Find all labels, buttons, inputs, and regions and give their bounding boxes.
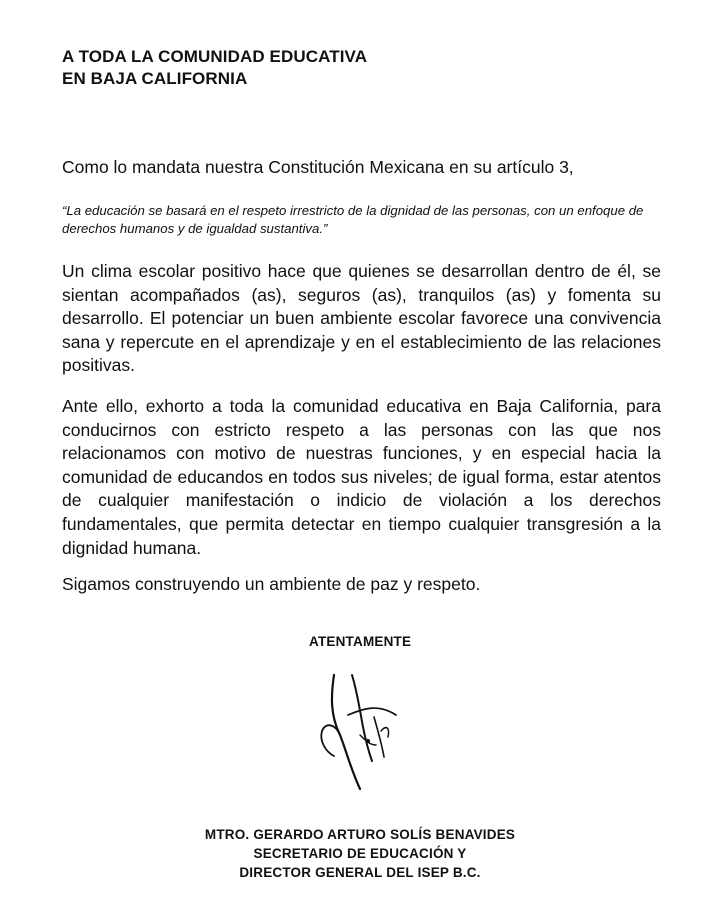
signer-name: MTRO. GERARDO ARTURO SOLÍS BENAVIDES bbox=[204, 827, 516, 842]
signer-title-1: SECRETARIO DE EDUCACIÓN Y bbox=[253, 846, 467, 861]
paragraph-closing-call: Sigamos construyendo un ambiente de paz y respeto. bbox=[62, 574, 481, 594]
signer-block bbox=[180, 825, 540, 882]
closing-salutation: ATENTAMENTE bbox=[309, 634, 412, 649]
signer-title-2: DIRECTOR GENERAL DEL ISEP B.C. bbox=[239, 865, 481, 880]
handwritten-signature bbox=[300, 655, 430, 795]
intro-sentence: Como lo mandata nuestra Constitución Mexicana en su artículo 3, bbox=[62, 157, 574, 177]
heading-line-2: EN BAJA CALIFORNIA bbox=[62, 69, 248, 88]
letter-heading bbox=[62, 46, 367, 90]
heading-line-1: A TODA LA COMUNIDAD EDUCATIVA bbox=[62, 47, 368, 66]
constitution-quote: “La educación se basará en el respeto irrestricto de la dignidad de las personas, con un enfoque de derechos humanos y de igualdad sustantiva.” bbox=[62, 203, 644, 236]
paragraph-school-climate: Un clima escolar positivo hace que quienes se desarrollan dentro de él, se sientan acompañados (as), seguros (as), tranquilos (as) y fomenta su desarrollo. El potenciar un buen ambiente escolar favorece una convivencia sana y repercute en el aprendizaje y en el establecimiento de las relaciones positivas. bbox=[62, 261, 661, 376]
paragraph-exhortation: Ante ello, exhorto a toda la comunidad educativa en Baja California, para conducirnos con estricto respeto a las personas con las que nos relacionamos con motivo de nuestras funciones, y en especial hacia la comunidad de educandos en todos sus niveles; de igual forma, estar atentos de cualquier manifestación o indicio de violación a los derechos fundamentales, que permita detectar en tiempo cualquier transgresión a la dignidad humana. bbox=[62, 396, 661, 558]
